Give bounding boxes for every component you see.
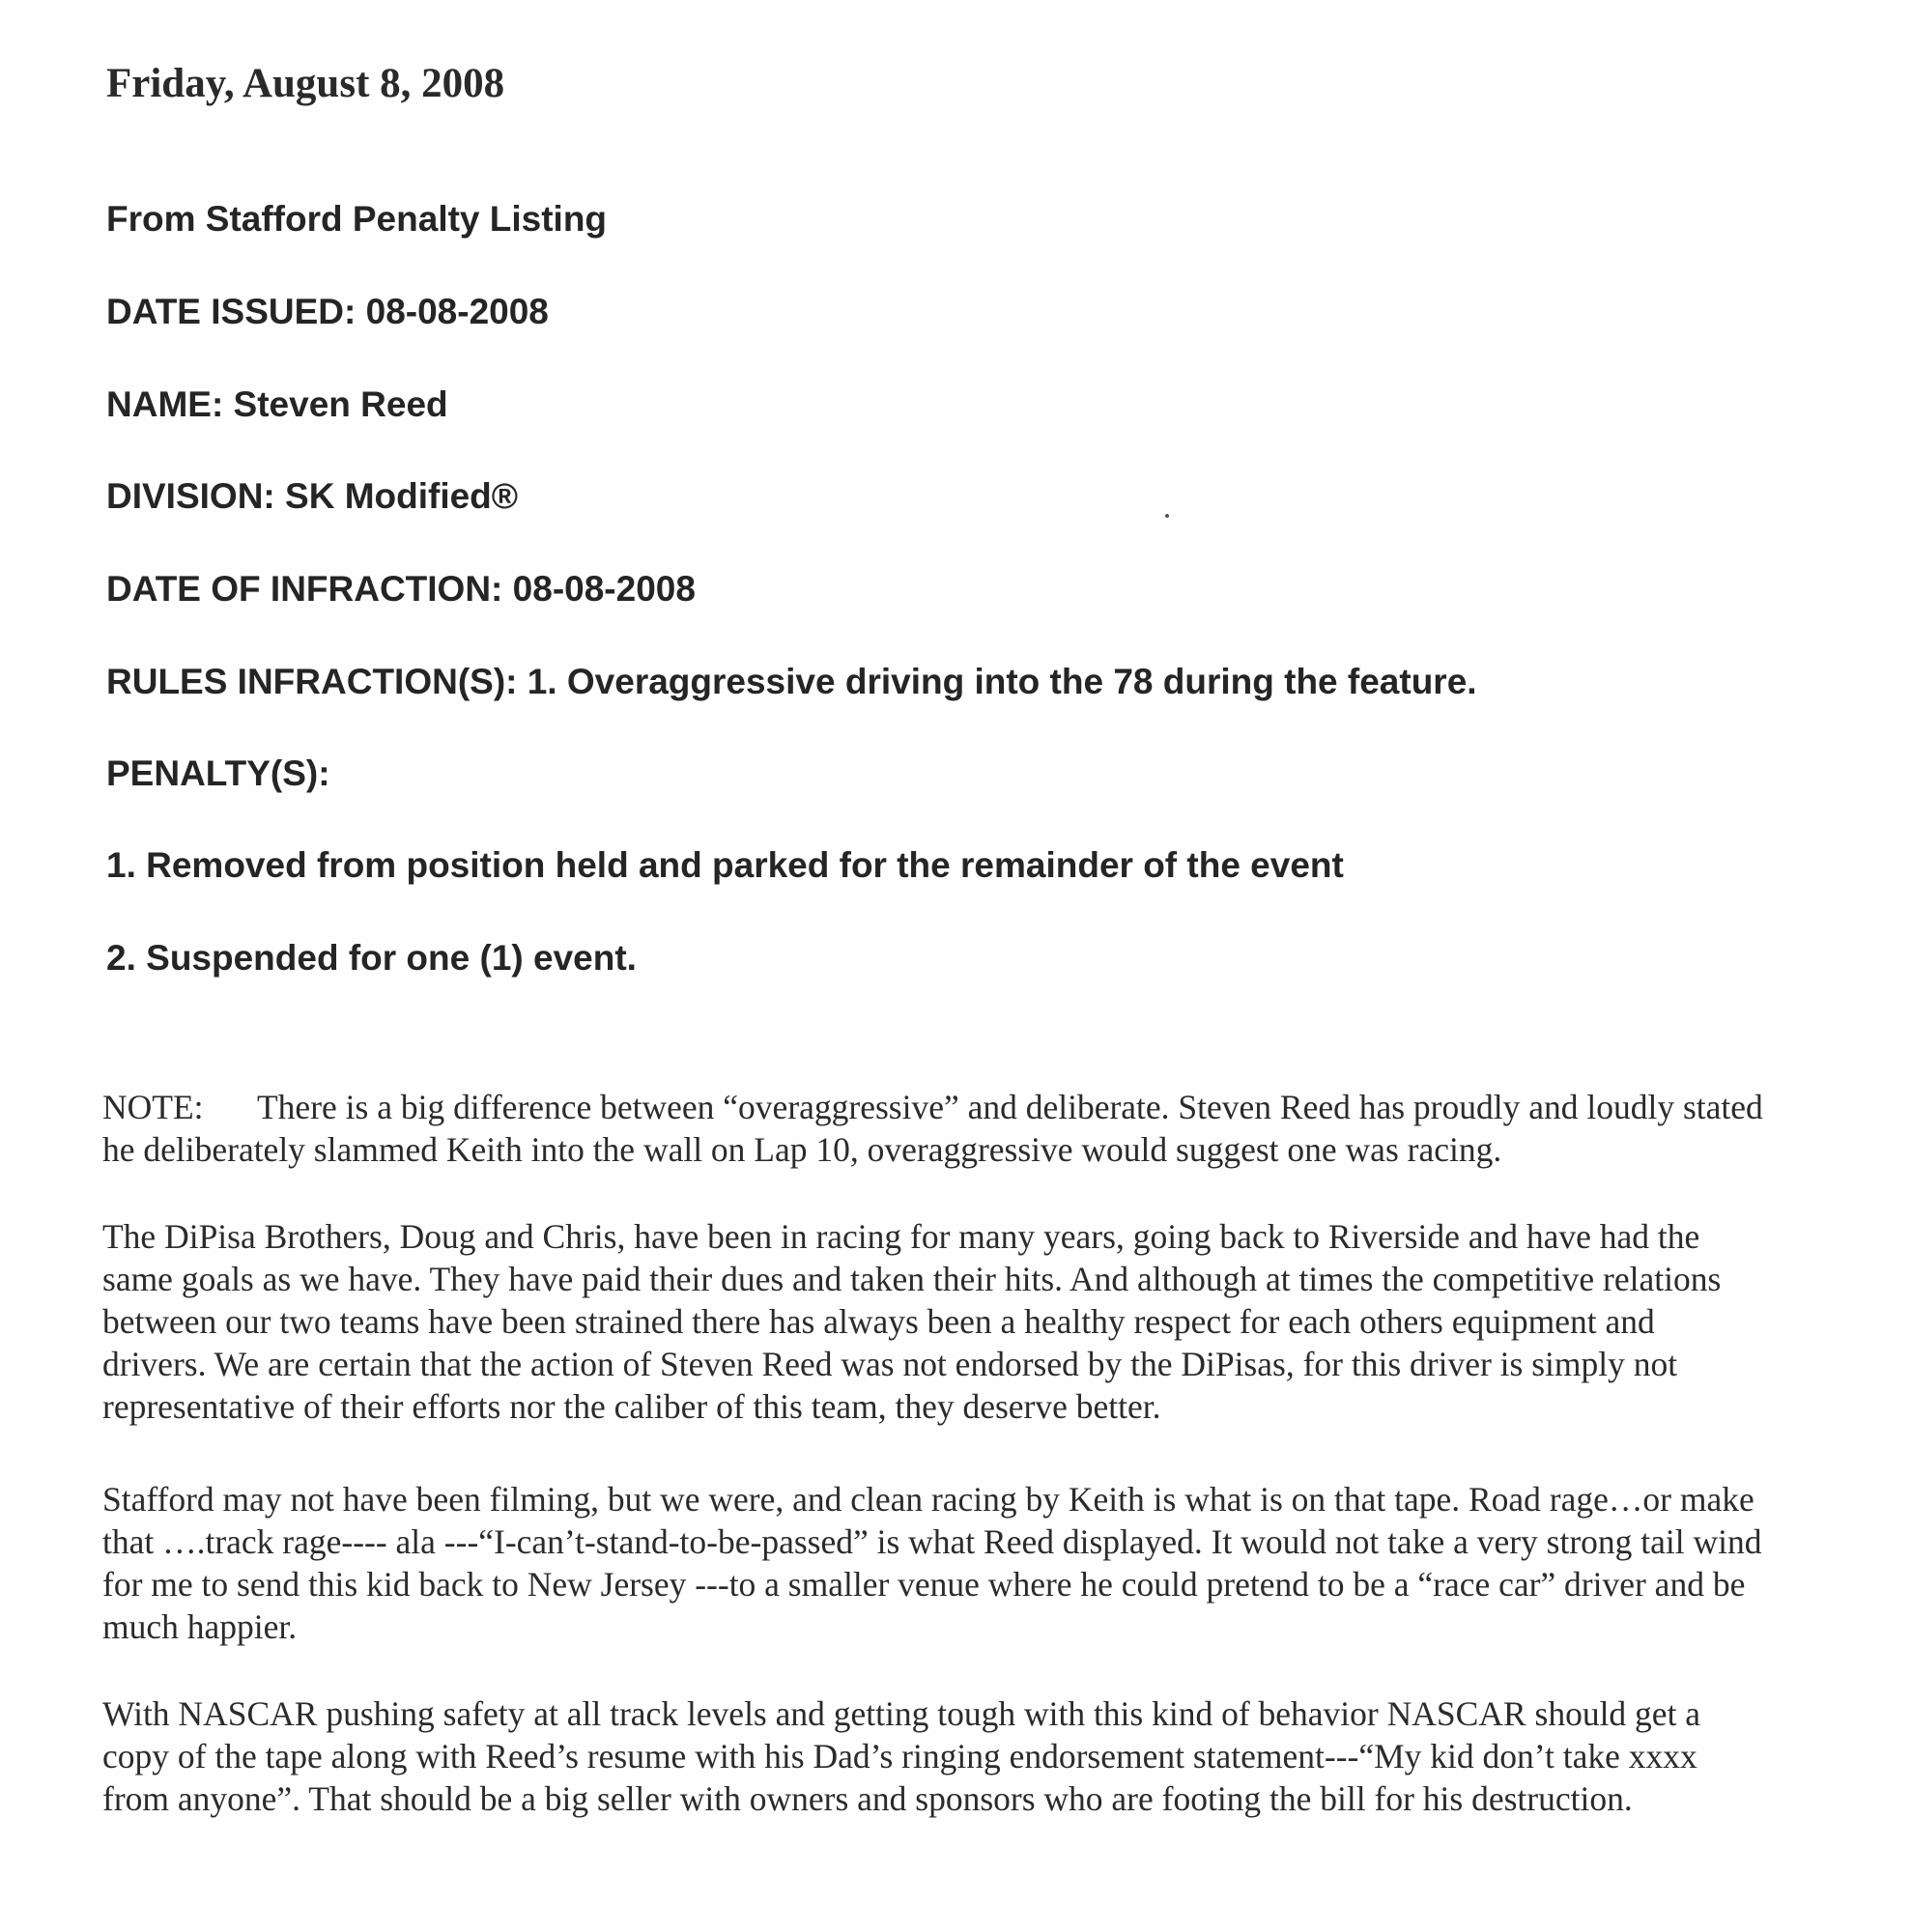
note-paragraph-2 — [102, 1215, 1909, 1428]
note-text: There is a big difference between “overaggressive” and deliberate. Steven Reed has proudly and loudly stated — [257, 1088, 1763, 1126]
penalty-item: 1. Removed from position held and parked for the remainder of the event — [106, 845, 1344, 885]
note-line — [102, 1086, 1909, 1128]
scan-speck — [1165, 514, 1169, 518]
date-of-infraction: DATE OF INFRACTION: 08-08-2008 — [106, 569, 696, 609]
note-paragraph-1 — [102, 1086, 1909, 1171]
division: DIVISION: SK Modified® — [106, 476, 519, 516]
listing-source: From Stafford Penalty Listing — [106, 199, 608, 239]
note-line: between our two teams have been strained there has always been a healthy respect for each others equipment and — [102, 1302, 1655, 1341]
note-line: Stafford may not have been filming, but we were, and clean racing by Keith is what is on that tape. Road rage…or make — [102, 1480, 1754, 1519]
note-line: he deliberately slammed Keith into the wall on Lap 10, overaggressive would suggest one was racing. — [102, 1130, 1502, 1169]
penalties-heading: PENALTY(S): — [106, 753, 330, 793]
note-line: copy of the tape along with Reed’s resume with his Dad’s ringing endorsement statement---“My kid don’t take xxxx — [102, 1737, 1697, 1776]
driver-name: NAME: Steven Reed — [106, 384, 448, 424]
note-label: NOTE: — [102, 1088, 204, 1126]
note-line: The DiPisa Brothers, Doug and Chris, have been in racing for many years, going back to Riverside and have had the — [102, 1217, 1700, 1256]
note-line: from anyone”. That should be a big seller with owners and sponsors who are footing the bill for his destruction. — [102, 1779, 1633, 1818]
note-paragraph-3 — [102, 1478, 1909, 1648]
penalty-item: 2. Suspended for one (1) event. — [106, 938, 637, 978]
note-line: much happier. — [102, 1607, 298, 1646]
date-issued: DATE ISSUED: 08-08-2008 — [106, 292, 549, 331]
note-line: that ….track rage---- ala ---“I-can’t-stand-to-be-passed” is what Reed displayed. It would not take a very strong tail wind — [102, 1522, 1762, 1561]
note-line: representative of their efforts nor the caliber of this team, they deserve better. — [102, 1387, 1161, 1426]
rules-infraction: RULES INFRACTION(S): 1. Overaggressive driving into the 78 during the feature. — [106, 662, 1477, 701]
note-line: With NASCAR pushing safety at all track levels and getting tough with this kind of behavior NASCAR should get a — [102, 1694, 1701, 1733]
document-date: Friday, August 8, 2008 — [106, 61, 505, 106]
note-line: same goals as we have. They have paid their dues and taken their hits. And although at times the competitive relations — [102, 1260, 1722, 1298]
note-paragraph-4 — [102, 1692, 1909, 1820]
note-line: drivers. We are certain that the action of Steven Reed was not endorsed by the DiPisas, for this driver is simply not — [102, 1345, 1678, 1383]
note-line: for me to send this kid back to New Jersey ---to a smaller venue where he could pretend to be a “race car” driver and be — [102, 1565, 1746, 1604]
